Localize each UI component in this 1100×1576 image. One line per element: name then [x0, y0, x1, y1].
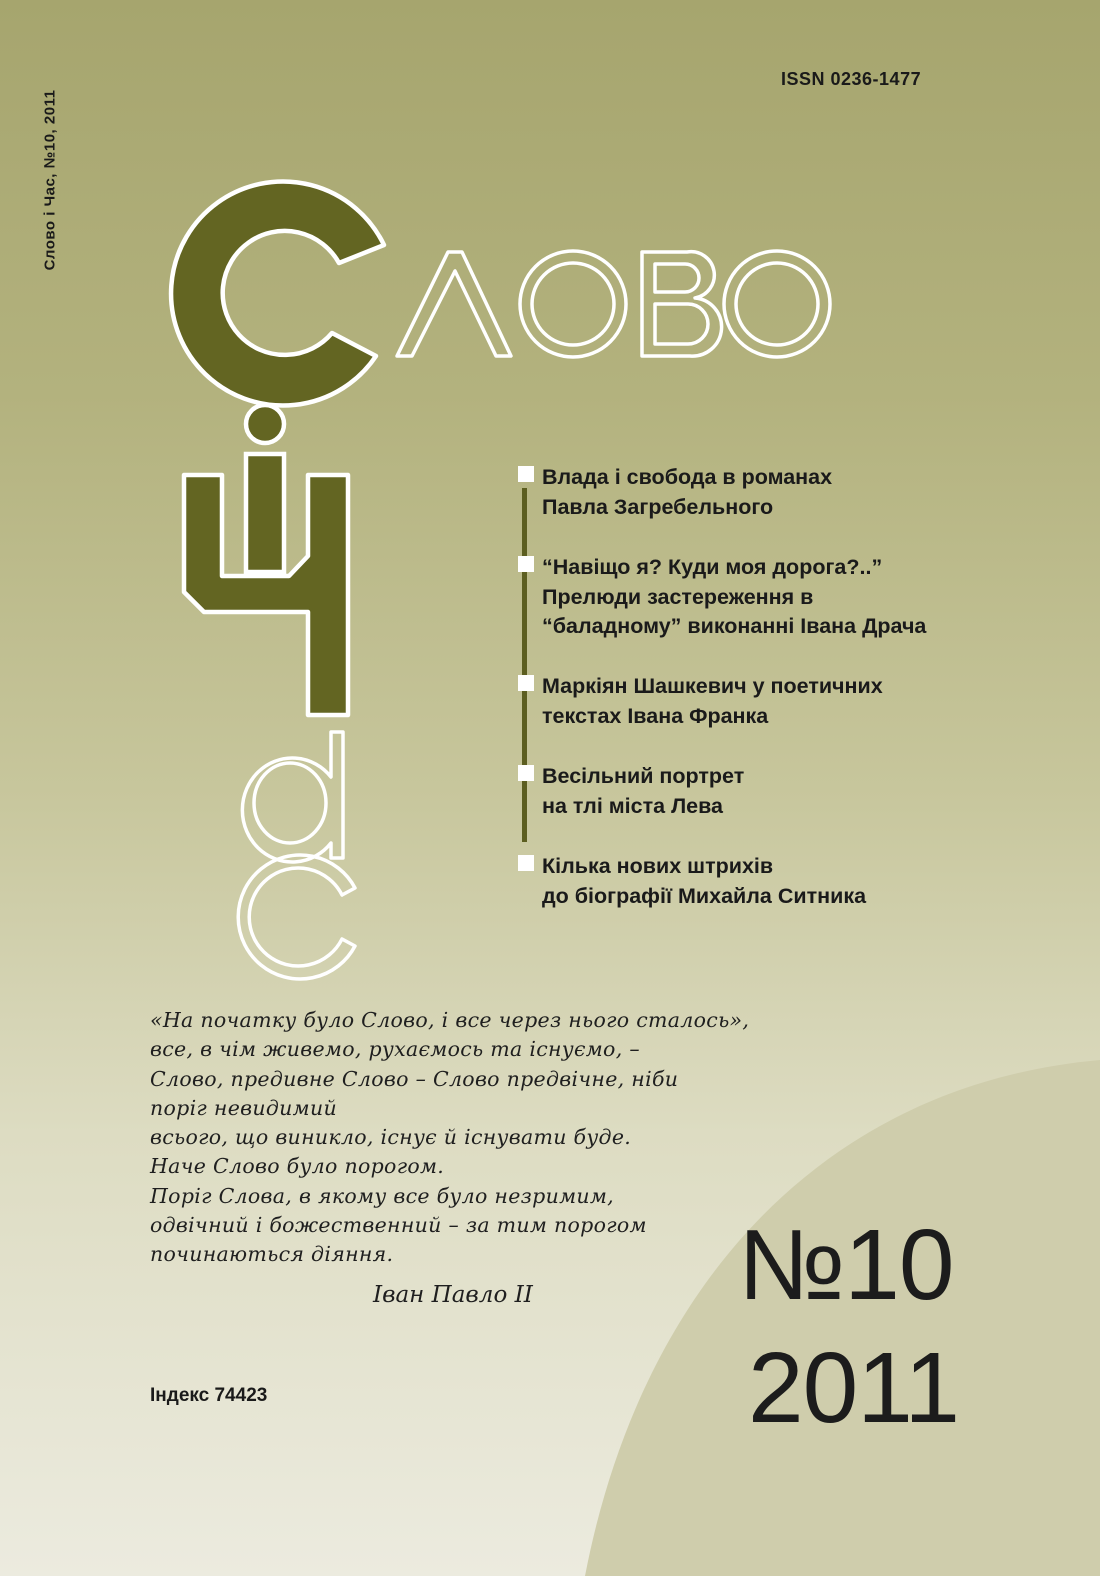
subscription-index: Індекс 74423 — [150, 1385, 268, 1406]
contents-line: Весільний портрет — [542, 764, 745, 788]
masthead-letter-i — [246, 405, 284, 572]
quote-line: одвічний і божественний – за тим порогом — [150, 1213, 647, 1238]
contents-rule — [522, 488, 527, 842]
bullet-square-icon — [518, 466, 534, 482]
masthead-letter-a — [242, 732, 343, 862]
quote-line: починаються діяння. — [150, 1242, 394, 1267]
bullet-square-icon — [518, 765, 534, 781]
bullet-square-icon — [518, 675, 534, 691]
spine-text: Слово і Час, №10, 2011 — [41, 89, 59, 271]
masthead-letter-c — [238, 855, 355, 979]
quote-author: Іван Павло II — [373, 1282, 533, 1308]
quote-line: Слово, предивне Слово – Слово предвічне, ніби — [150, 1066, 679, 1091]
quote-line: Наче Слово було порогом. — [150, 1154, 445, 1179]
masthead-letter-o2 — [724, 251, 830, 357]
bullet-square-icon — [518, 855, 534, 871]
contents-line: на тлі міста Лева — [542, 793, 723, 818]
issue-number: №10 — [738, 1209, 954, 1321]
masthead-letter-o1 — [520, 251, 626, 357]
masthead-letter-s — [171, 182, 384, 406]
masthead-letter-v — [642, 252, 722, 356]
contents-line: текстах Івана Франка — [542, 703, 769, 728]
bullet-square-icon — [518, 556, 534, 572]
epigraph-quote — [150, 1006, 760, 1270]
quote-line: все, в чім живемо, рухаємось та існуємо, – — [150, 1037, 640, 1062]
contents-line: Маркіян Шашкевич у поетичних — [542, 674, 883, 698]
quote-line: всього, що виникло, існує й існувати буде. — [150, 1125, 632, 1150]
quote-line: поріг невидимий — [150, 1095, 337, 1120]
contents-line: Павла Загребельного — [542, 494, 774, 519]
issn-label: ISSN 0236-1477 — [781, 69, 922, 89]
contents-line: Прелюди застереження в — [542, 584, 814, 609]
contents-line: “Навіщо я? Куди моя дорога?..” — [542, 555, 883, 579]
contents-line: Кілька нових штрихів — [542, 854, 774, 878]
issue-year: 2011 — [748, 1332, 960, 1444]
quote-line: Поріг Слова, в якому все було незримим, — [150, 1183, 614, 1208]
contents-line: Влада і свобода в романах — [542, 465, 833, 489]
quote-line: «На початку було Слово, і все через нього сталось», — [150, 1008, 750, 1032]
contents-line: “баладному” виконанні Івана Драча — [542, 614, 927, 638]
masthead-letter-l — [397, 252, 511, 356]
contents-line: до біографії Михайла Ситника — [542, 883, 867, 908]
